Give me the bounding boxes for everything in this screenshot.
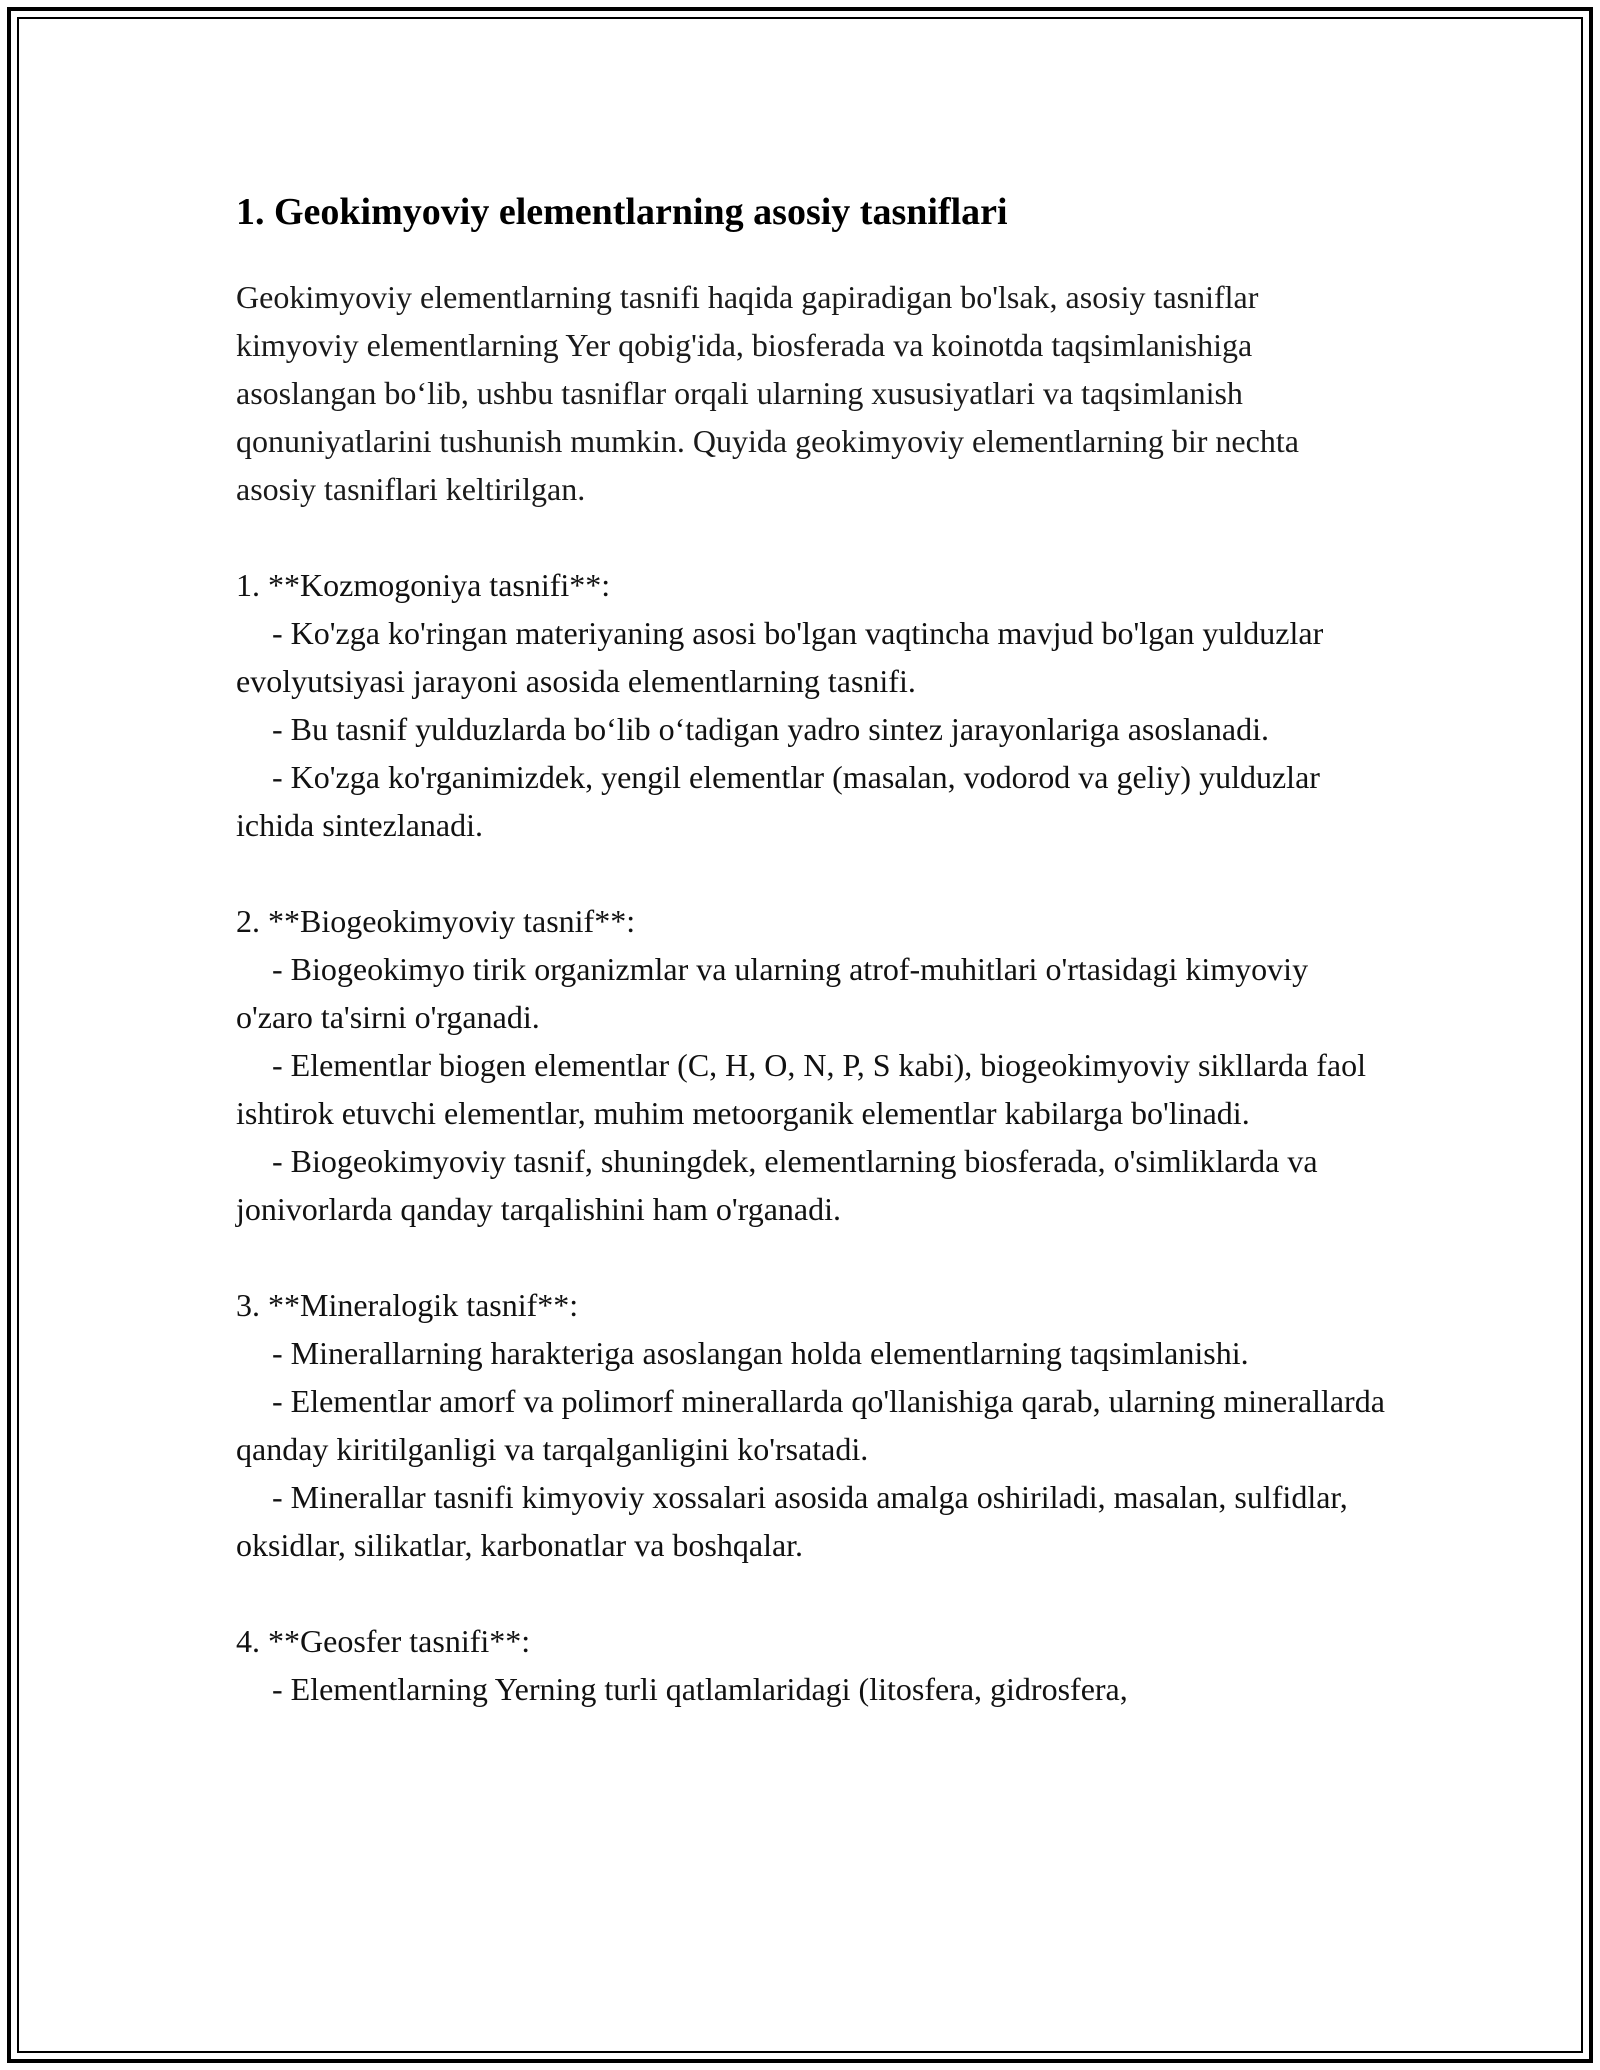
intro-paragraph: Geokimyoviy elementlarning tasnifi haqida gapiradigan bo'lsak, asosiy tasniflar kimyoviy elementlarning Yer qobig'ida, biosferada va koinotda taqsimlanishiga asoslangan bo‘lib, ushbu tasniflar orqali ularning xususiyatlari va taqsimlanish qonuniyatlarini tushunish mumkin. Quyida geokimyoviy elementlarning bir nechta asosiy tasniflari keltirilgan.	[236, 279, 1299, 507]
bullet-item	[236, 945, 1386, 1041]
bullet-item	[236, 1377, 1386, 1473]
section-title: 2. **Biogeokimyoviy tasnif**:	[236, 903, 636, 939]
bullet-item	[236, 1473, 1386, 1569]
section-mineralogik	[236, 1281, 1386, 1569]
bullet-item	[236, 1041, 1386, 1137]
bullet-text: - Elementlar biogen elementlar (C, H, O, N, P, S kabi), biogeokimyoviy sikllarda faol ishtirok etuvchi elementlar, muhim metoorganik elementlar kabilarga bo'linadi.	[236, 1047, 1366, 1131]
bullet-item	[236, 1665, 1386, 1713]
bullet-item	[236, 753, 1386, 849]
section-title: 4. **Geosfer tasnifi**:	[236, 1623, 531, 1659]
bullet-text: - Ko'zga ko'rganimizdek, yengil elementlar (masalan, vodorod va geliy) yulduzlar ichida sintezlanadi.	[236, 759, 1320, 843]
bullet-text: - Minerallar tasnifi kimyoviy xossalari asosida amalga oshiriladi, masalan, sulfidlar, oksidlar, silikatlar, karbonatlar va boshqalar.	[236, 1479, 1348, 1563]
section-title: 1. **Kozmogoniya tasnifi**:	[236, 567, 611, 603]
section-title: 3. **Mineralogik tasnif**:	[236, 1287, 579, 1323]
section-geosfer	[236, 1617, 1386, 1713]
document-title: 1. Geokimyoviy elementlarning asosiy tasniflari	[236, 191, 1008, 233]
bullet-text: - Biogeokimyo tirik organizmlar va ularning atrof-muhitlari o'rtasidagi kimyoviy o'zaro ta'sirni o'rganadi.	[236, 951, 1309, 1035]
bullet-text: - Biogeokimyoviy tasnif, shuningdek, elementlarning biosferada, o'simliklarda va jonivorlarda qanday tarqalishini ham o'rganadi.	[236, 1143, 1318, 1227]
bullet-text: - Elementlar amorf va polimorf minerallarda qo'llanishiga qarab, ularning minerallarda qanday kiritilganligi va tarqalganligini ko'rsatadi.	[236, 1383, 1385, 1467]
bullet-text: - Ko'zga ko'ringan materiyaning asosi bo'lgan vaqtincha mavjud bo'lgan yulduzlar evolyutsiyasi jarayoni asosida elementlarning tasnifi.	[236, 615, 1324, 699]
bullet-text: - Bu tasnif yulduzlarda bo‘lib o‘tadigan yadro sintez jarayonlariga asoslanadi.	[272, 711, 1270, 747]
document-body	[236, 187, 1386, 1713]
section-biogeokimyoviy	[236, 897, 1386, 1233]
bullet-item	[236, 705, 1386, 753]
bullet-item	[236, 1329, 1386, 1377]
bullet-text: - Elementlarning Yerning turli qatlamlaridagi (litosfera, gidrosfera,	[272, 1671, 1128, 1707]
bullet-item	[236, 609, 1386, 705]
bullet-item	[236, 1137, 1386, 1233]
section-kozmogoniya	[236, 561, 1386, 849]
bullet-text: - Minerallarning harakteriga asoslangan holda elementlarning taqsimlanishi.	[272, 1335, 1249, 1371]
